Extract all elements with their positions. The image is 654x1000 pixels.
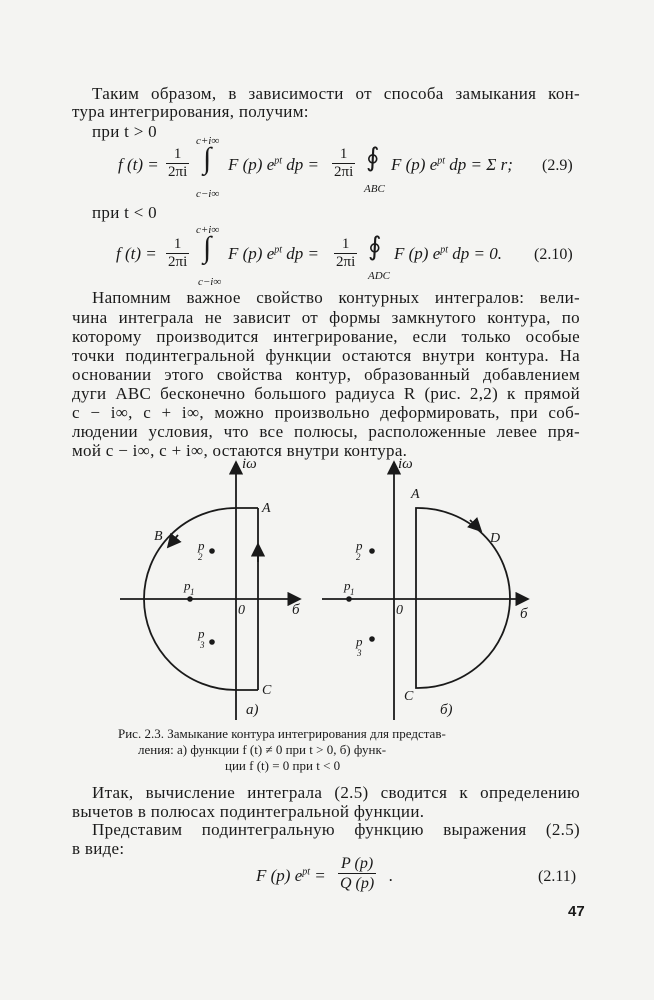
- eq211-fraction: [338, 854, 376, 893]
- panel-a-label-p1-sub: 1: [190, 587, 195, 597]
- panel-b-label-p2: p: [356, 538, 363, 553]
- eq29-integrand2-text: F (p) e: [391, 155, 438, 174]
- eq29-lower-limit: c−i∞: [196, 188, 220, 200]
- paragraph-3-line-1: Итак, вычисление интеграла (2.5) сводится к определению: [92, 783, 580, 802]
- figure-caption-line-2: ления: а) функции f (t) ≠ 0 при t > 0, б) функ-: [138, 742, 387, 757]
- panel-b-label-p1: p: [344, 578, 351, 593]
- paragraph-2-line-6: дуги ABC бесконечно большого радиуса R (рис. 2,2) к прямой: [72, 384, 580, 403]
- eq210-integrand: [228, 244, 319, 264]
- panel-a-pole-p2: [209, 548, 215, 554]
- eq29-upper-limit: c+i∞: [196, 135, 220, 147]
- eq211-numerator: P (p): [338, 854, 376, 874]
- panel-a-label-p2-sub: 2: [198, 552, 203, 562]
- paragraph-3-line-2: вычетов в полюсах подинтегральной функции.: [72, 802, 425, 821]
- figure-2-3: [0, 452, 654, 722]
- paragraph-1-line-1: Таким образом, в зависимости от способа замыкания кон-: [92, 84, 580, 103]
- paragraph-4-line-1: Представим подинтегральную функцию выражения (2.5): [92, 820, 580, 839]
- contour-integral-icon-2: ∮: [368, 232, 382, 261]
- eq29-integrand-2: [391, 155, 513, 175]
- paragraph-2-line-5: основании этого свойства контур, образованный добавлением: [72, 365, 580, 384]
- eq210-frac2-num: 1: [334, 236, 357, 254]
- panel-a-label-p1: p: [184, 578, 191, 593]
- eq210-frac2-den: 2πi: [336, 254, 356, 270]
- eq210-fraction-1: [166, 236, 189, 271]
- paragraph-2-line-2: чина интеграла не зависит от формы замкнутого контура, по: [72, 308, 580, 327]
- panel-a-caption-label: a): [246, 702, 259, 718]
- eq210-exponent-2: pt: [440, 244, 449, 256]
- panel-b-pole-p3: [369, 636, 375, 642]
- eq210-frac1-den: 2πi: [168, 254, 188, 270]
- paragraph-1-line-2: тура интегрирования, получим:: [72, 102, 309, 121]
- eq29-number: (2.9): [542, 157, 573, 174]
- eq210-integrand-2: [394, 244, 502, 264]
- paragraph-2-line-9: мой c − i∞, c + i∞, остаются внутри контура.: [72, 441, 408, 460]
- eq29-dp: dp =: [282, 155, 320, 174]
- eq29-tail: dp = Σ r;: [445, 155, 513, 174]
- panel-b-axis-y-label: iω: [398, 456, 413, 472]
- panel-b-pole-p2: [369, 548, 375, 554]
- panel-a-label-A: A: [262, 501, 271, 516]
- eq210-exponent: pt: [274, 244, 283, 256]
- paragraph-2-line-8: людении условия, что все полюсы, расположенные левее пря-: [72, 422, 580, 441]
- eq211-dot: .: [389, 866, 394, 885]
- eq211-lhs-text: F (p) e: [256, 866, 303, 885]
- eq29-integrand: [228, 155, 319, 175]
- eq29-exponent: pt: [274, 155, 283, 167]
- eq29-frac2-num: 1: [332, 146, 355, 164]
- panel-a-origin-label: 0: [238, 603, 245, 618]
- panel-b-label-C: C: [404, 689, 414, 704]
- panel-a-label-p2: p: [198, 538, 205, 553]
- panel-a-label-p3: p: [198, 626, 205, 641]
- eq210-integrand2-text: F (p) e: [394, 244, 441, 263]
- eq29-integrand-text: F (p) e: [228, 155, 275, 174]
- eq29-exponent-2: pt: [437, 155, 446, 167]
- panel-a-axis-y-label: iω: [242, 456, 257, 472]
- panel-a-label-p3-sub: 3: [200, 640, 205, 650]
- eq211-exponent: pt: [302, 866, 311, 878]
- eq211-denominator: Q (p): [340, 875, 375, 892]
- figure-caption-line-1: Рис. 2.3. Замыкание контура интегрирования для представ-: [118, 726, 446, 741]
- eq210-fraction-2: [334, 236, 357, 271]
- panel-a-pole-p1: [187, 596, 193, 602]
- eq29-fraction-1: [166, 146, 189, 181]
- eq29-contour-label: ABC: [364, 183, 385, 195]
- panel-b-axis-x-label: б: [520, 606, 528, 622]
- paragraph-2-line-4: точки подинтегральной функции остаются внутри контура. На: [72, 346, 580, 365]
- paragraph-2-line-3: которому производится интегрирование, если только особые: [72, 327, 580, 346]
- eq29-frac1-den: 2πi: [168, 164, 188, 180]
- eq29-lhs: f (t) =: [118, 155, 159, 174]
- panel-a-label-B: B: [154, 529, 163, 544]
- panel-b-label-A: A: [411, 487, 420, 502]
- eq29-frac2-den: 2πi: [334, 164, 354, 180]
- figure-caption-line-3: ции f (t) = 0 при t < 0: [225, 758, 341, 773]
- panel-b-pole-p1: [346, 596, 352, 602]
- eq210-contour-label: ADC: [368, 270, 390, 282]
- eq210-frac1-num: 1: [166, 236, 189, 254]
- panel-b-label-p3: p: [356, 634, 363, 649]
- panel-a-pole-p3: [209, 639, 215, 645]
- integral-sign-icon: ∫: [203, 142, 212, 175]
- eq29-frac1-num: 1: [166, 146, 189, 164]
- page-number: 47: [568, 903, 585, 920]
- eq211-number: (2.11): [538, 868, 577, 885]
- panel-b-origin-label: 0: [396, 603, 403, 618]
- contour-integral-icon: ∮: [366, 143, 380, 172]
- panel-a-label-C: C: [262, 683, 272, 698]
- eq210-integrand-text: F (p) e: [228, 244, 275, 263]
- panel-a: [120, 462, 300, 720]
- eq210-dp: dp =: [282, 244, 320, 263]
- case-t-positive: при t > 0: [92, 122, 157, 141]
- panel-b-label-p2-sub: 2: [356, 552, 361, 562]
- paragraph-2-line-7: c − i∞, c + i∞, можно произвольно деформировать, при соб-: [72, 403, 580, 422]
- panel-b-caption-label: б): [440, 702, 453, 718]
- paragraph-2-line-1: Напомним важное свойство контурных интегралов: вели-: [92, 288, 580, 307]
- panel-a-axis-x-label: б: [292, 602, 300, 618]
- panel-b-label-D: D: [490, 531, 501, 546]
- panel-b-label-p1-sub: 1: [350, 587, 355, 597]
- panel-b-label-p3-sub: 3: [357, 648, 362, 658]
- eq210-upper-limit: c+i∞: [196, 224, 220, 236]
- eq29-fraction-2: [332, 146, 355, 181]
- eq210-tail: dp = 0.: [448, 244, 503, 263]
- eq210-number: (2.10): [534, 246, 573, 263]
- eq211-equals: =: [310, 866, 326, 885]
- eq211-lhs: [256, 866, 326, 886]
- case-t-negative: при t < 0: [92, 203, 157, 222]
- integral-sign-icon-2: ∫: [203, 231, 212, 264]
- paragraph-4-line-2: в виде:: [72, 839, 125, 858]
- eq210-lower-limit: c−i∞: [198, 276, 222, 288]
- eq210-lhs: f (t) =: [116, 244, 157, 263]
